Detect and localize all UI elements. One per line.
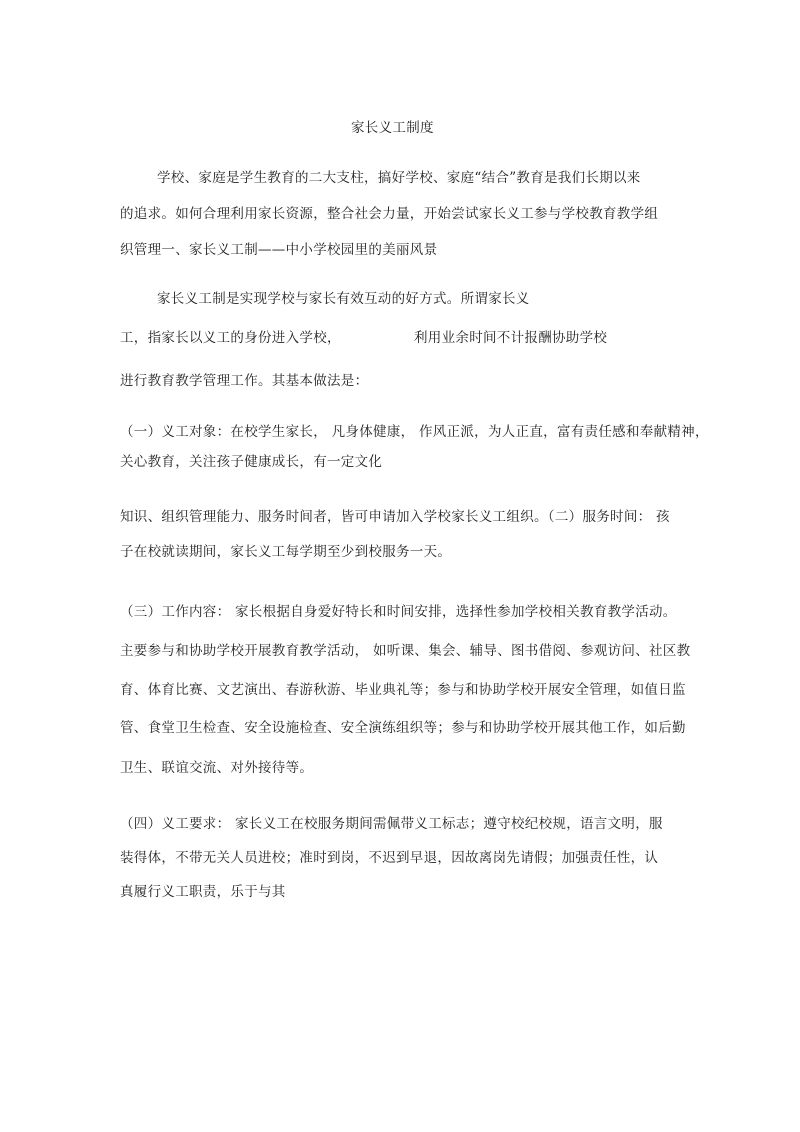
paragraph-line: 家长义工制是实现学校与家长有效互动的好方式。所谓家长义 — [157, 291, 530, 307]
paragraph-line: 管、食堂卫生检查、安全设施检查、安全演练组织等；参与和协助学校开展其他工作，如后勤 — [120, 720, 686, 736]
paragraph-line: 主要参与和协助学校开展教育教学活动， 如听课、集会、辅导、图书借阅、参观访问、社区教 — [120, 643, 691, 659]
paragraph-line: （一）义工对象：在校学生家长， 凡身体健康， 作风正派，为人正直，富有责任感和奉献精神， — [120, 424, 709, 440]
paragraph-line: 进行教育教学管理工作。其基本做法是： — [120, 373, 369, 389]
paragraph-line: （四）义工要求： 家长义工在校服务期间需佩带义工标志；遵守校纪校规，语言文明，服 — [120, 816, 663, 832]
paragraph-line: 育、体育比赛、文艺演出、春游秋游、毕业典礼等；参与和协助学校开展安全管理，如值日监 — [120, 682, 686, 698]
paragraph-line: 工，指家长以义工的身份进入学校， — [120, 330, 341, 346]
paragraph-line: 织管理一、家长义工制——中小学校园里的美丽风景 — [120, 242, 438, 258]
paragraph-line: 知识、组织管理能力、服务时间者，皆可申请加入学校家长义工组织。（二）服务时间： 孩 — [120, 509, 670, 525]
paragraph-line: 装得体，不带无关人员进校；准时到岗，不迟到早退，因故离岗先请假；加强责任性，认 — [120, 850, 659, 866]
document-title: 家长义工制度 — [351, 120, 434, 136]
paragraph-line: 真履行义工职责，乐于与其 — [120, 884, 286, 900]
paragraph-line: （三）工作内容： 家长根据自身爱好特长和时间安排，选择性参加学校相关教育教学活动。 — [120, 604, 677, 620]
paragraph-line: 学校、家庭是学生教育的二大支柱，搞好学校、家庭“结合”教育是我们长期以来 — [157, 170, 641, 186]
paragraph-line: 子在校就读期间，家长义工每学期至少到校服务一天。 — [120, 544, 452, 560]
paragraph-line: 的追求。如何合理利用家长资源，整合社会力量，开始尝试家长义工参与学校教育教学组 — [120, 206, 659, 222]
paragraph-line: 利用业余时间不计报酬协助学校 — [414, 330, 608, 346]
paragraph-line: 卫生、联谊交流、对外接待等。 — [120, 760, 314, 776]
paragraph-line: 关心教育，关注孩子健康成长，有一定文化 — [120, 454, 383, 470]
